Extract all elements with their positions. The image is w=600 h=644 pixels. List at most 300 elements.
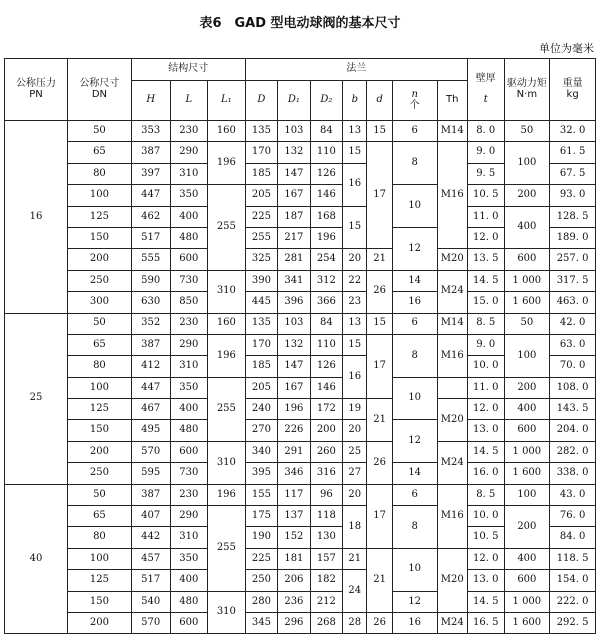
- d-outer-cell: 340: [245, 441, 277, 462]
- l1-cell: 255: [208, 185, 246, 271]
- torque-cell: 600: [504, 420, 550, 441]
- th-header: Th: [437, 81, 467, 121]
- d2-cell: 366: [310, 292, 342, 313]
- d2-cell: 268: [310, 612, 342, 633]
- d1-cell: 281: [278, 249, 310, 270]
- d-outer-cell: 225: [245, 548, 277, 569]
- wall-cell: 13. 0: [467, 420, 504, 441]
- table-title: 表6 GAD 型电动球阀的基本尺寸: [199, 16, 401, 31]
- wall-cell: 14. 5: [467, 441, 504, 462]
- d2-cell: 118: [310, 506, 342, 527]
- d2-header: D₂: [310, 81, 342, 121]
- b-cell: 20: [343, 249, 367, 270]
- h-cell: 517: [131, 227, 170, 248]
- pn-cell: 40: [5, 484, 68, 634]
- d1-cell: 167: [278, 377, 310, 398]
- dn-cell: 50: [67, 313, 131, 334]
- d1-cell: 296: [278, 612, 310, 633]
- wall-cell: 8. 5: [467, 484, 504, 505]
- l1-cell: 160: [208, 313, 246, 334]
- d2-cell: 110: [310, 334, 342, 355]
- d-outer-cell: 205: [245, 377, 277, 398]
- h-cell: 555: [131, 249, 170, 270]
- weight-cell: 317. 5: [550, 270, 596, 291]
- dn-cell: 100: [67, 377, 131, 398]
- torque-cell: 50: [504, 121, 550, 142]
- l-cell: 400: [170, 399, 208, 420]
- d-outer-cell: 345: [245, 612, 277, 633]
- d-outer-cell: 205: [245, 185, 277, 206]
- n-cell: 16: [392, 292, 437, 313]
- torque-header: 驱动力矩 N·m: [504, 59, 550, 121]
- b-cell: 23: [343, 292, 367, 313]
- table-row: [5, 334, 596, 355]
- d2-cell: 126: [310, 356, 342, 377]
- d1-cell: 187: [278, 206, 310, 227]
- wall-cell: 8. 5: [467, 313, 504, 334]
- wall-cell: 14. 5: [467, 270, 504, 291]
- d2-cell: 260: [310, 441, 342, 462]
- table-row: [5, 249, 596, 270]
- l-cell: 230: [170, 121, 208, 142]
- weight-cell: 43. 0: [550, 484, 596, 505]
- wall-cell: 8. 0: [467, 121, 504, 142]
- wall-cell: 11. 0: [467, 206, 504, 227]
- l-cell: 480: [170, 227, 208, 248]
- d2-cell: 146: [310, 185, 342, 206]
- d2-cell: 312: [310, 270, 342, 291]
- torque-cell: 1 000: [504, 441, 550, 462]
- h-cell: 407: [131, 506, 170, 527]
- dn-cell: 150: [67, 591, 131, 612]
- n-cell: 6: [392, 121, 437, 142]
- th-cell: M20: [437, 249, 467, 270]
- d-outer-cell: 390: [245, 270, 277, 291]
- dn-cell: 200: [67, 612, 131, 633]
- l-header: L: [170, 81, 208, 121]
- l1-cell: 310: [208, 441, 246, 484]
- dn-cell: 65: [67, 142, 131, 163]
- pn-header: 公称压力 PN: [5, 59, 68, 121]
- h-cell: 387: [131, 142, 170, 163]
- d-hole-cell: 26: [367, 441, 392, 484]
- torque-cell: 1 600: [504, 292, 550, 313]
- weight-header: 重量 kg: [550, 59, 596, 121]
- l-cell: 600: [170, 441, 208, 462]
- th-cell: M24: [437, 270, 467, 313]
- d1-cell: 103: [278, 121, 310, 142]
- dn-cell: 80: [67, 527, 131, 548]
- dn-header: 公称尺寸 DN: [67, 59, 131, 121]
- d-hole-cell: 26: [367, 612, 392, 633]
- h-cell: 447: [131, 377, 170, 398]
- l-cell: 350: [170, 377, 208, 398]
- dn-cell: 65: [67, 506, 131, 527]
- weight-cell: 108. 0: [550, 377, 596, 398]
- weight-cell: 143. 5: [550, 399, 596, 420]
- wall-header: 壁厚 t: [467, 59, 504, 121]
- d2-cell: 316: [310, 463, 342, 484]
- table-row: [5, 591, 596, 612]
- n-cell: 12: [392, 420, 437, 463]
- h-cell: 447: [131, 185, 170, 206]
- unit-note: 单位为毫米: [539, 42, 594, 55]
- wall-cell: 15. 0: [467, 292, 504, 313]
- l-cell: 400: [170, 206, 208, 227]
- d1-cell: 103: [278, 313, 310, 334]
- h-cell: 517: [131, 570, 170, 591]
- b-cell: 25: [343, 441, 367, 462]
- weight-cell: 63. 0: [550, 334, 596, 355]
- h-header: H: [131, 81, 170, 121]
- h-cell: 387: [131, 484, 170, 505]
- n-header: n 个: [392, 81, 437, 121]
- h-cell: 570: [131, 612, 170, 633]
- dn-cell: 125: [67, 206, 131, 227]
- b-cell: 24: [343, 570, 367, 613]
- dn-cell: 150: [67, 227, 131, 248]
- d2-cell: 157: [310, 548, 342, 569]
- d-outer-cell: 155: [245, 484, 277, 505]
- l-cell: 850: [170, 292, 208, 313]
- d-outer-cell: 170: [245, 142, 277, 163]
- h-cell: 590: [131, 270, 170, 291]
- th-cell: M14: [437, 121, 467, 142]
- b-header: b: [343, 81, 367, 121]
- table-row: [5, 270, 596, 291]
- h-cell: 570: [131, 441, 170, 462]
- d-outer-cell: 190: [245, 527, 277, 548]
- weight-cell: 84. 0: [550, 527, 596, 548]
- dn-cell: 65: [67, 334, 131, 355]
- d-outer-cell: 325: [245, 249, 277, 270]
- b-cell: 16: [343, 356, 367, 399]
- h-cell: 595: [131, 463, 170, 484]
- th-cell: M20: [437, 399, 467, 442]
- torque-cell: 100: [504, 484, 550, 505]
- th-cell: M16: [437, 484, 467, 548]
- n-cell: 12: [392, 227, 437, 270]
- d1-cell: 167: [278, 185, 310, 206]
- table-row: [5, 185, 596, 206]
- th-cell: M24: [437, 612, 467, 633]
- b-cell: 20: [343, 484, 367, 505]
- wall-cell: 12. 0: [467, 227, 504, 248]
- d-hole-cell: 15: [367, 313, 392, 334]
- n-cell: 12: [392, 591, 437, 612]
- torque-cell: 200: [504, 377, 550, 398]
- weight-cell: 93. 0: [550, 185, 596, 206]
- torque-cell: 200: [504, 506, 550, 549]
- l1-cell: 160: [208, 121, 246, 142]
- d-hole-cell: 17: [367, 334, 392, 398]
- d1-cell: 396: [278, 292, 310, 313]
- l-cell: 310: [170, 356, 208, 377]
- d2-cell: 110: [310, 142, 342, 163]
- weight-cell: 67. 5: [550, 163, 596, 184]
- d-hole-cell: 21: [367, 399, 392, 442]
- b-cell: 15: [343, 334, 367, 355]
- th-cell: M20: [437, 548, 467, 612]
- wall-cell: 10. 0: [467, 506, 504, 527]
- table-row: [5, 548, 596, 569]
- pn-cell: 25: [5, 313, 68, 484]
- n-cell: 14: [392, 270, 437, 291]
- torque-cell: 400: [504, 399, 550, 420]
- l-cell: 480: [170, 591, 208, 612]
- wall-cell: 12. 0: [467, 548, 504, 569]
- dn-cell: 300: [67, 292, 131, 313]
- d1-cell: 137: [278, 506, 310, 527]
- d1-cell: 117: [278, 484, 310, 505]
- d2-cell: 146: [310, 377, 342, 398]
- struct-header: 结构尺寸: [131, 59, 245, 81]
- d-hole-cell: 26: [367, 270, 392, 313]
- l-cell: 730: [170, 270, 208, 291]
- th-cell: M24: [437, 441, 467, 484]
- th-cell: M16: [437, 142, 467, 249]
- d1-cell: 152: [278, 527, 310, 548]
- d-outer-cell: 170: [245, 334, 277, 355]
- h-cell: 630: [131, 292, 170, 313]
- b-cell: 19: [343, 399, 367, 420]
- weight-cell: 42. 0: [550, 313, 596, 334]
- dn-cell: 125: [67, 399, 131, 420]
- l-cell: 230: [170, 484, 208, 505]
- d2-cell: 172: [310, 399, 342, 420]
- h-cell: 457: [131, 548, 170, 569]
- l1-header: L₁: [208, 81, 246, 121]
- weight-cell: 154. 0: [550, 570, 596, 591]
- dn-cell: 80: [67, 356, 131, 377]
- d2-cell: 130: [310, 527, 342, 548]
- weight-cell: 76. 0: [550, 506, 596, 527]
- torque-cell: 400: [504, 548, 550, 569]
- weight-cell: 292. 5: [550, 612, 596, 633]
- wall-cell: 13. 5: [467, 249, 504, 270]
- d-hole-cell: 21: [367, 249, 392, 270]
- l-cell: 310: [170, 527, 208, 548]
- dn-cell: 80: [67, 163, 131, 184]
- table-row: [5, 121, 596, 142]
- h-cell: 495: [131, 420, 170, 441]
- dn-cell: 200: [67, 249, 131, 270]
- n-cell: 10: [392, 185, 437, 228]
- h-cell: 540: [131, 591, 170, 612]
- dn-cell: 150: [67, 420, 131, 441]
- weight-cell: 204. 0: [550, 420, 596, 441]
- table-row: [5, 506, 596, 527]
- dn-cell: 50: [67, 121, 131, 142]
- weight-cell: 463. 0: [550, 292, 596, 313]
- l-cell: 290: [170, 334, 208, 355]
- d2-cell: 96: [310, 484, 342, 505]
- d1-cell: 196: [278, 399, 310, 420]
- l1-cell: 310: [208, 591, 246, 634]
- n-cell: 16: [392, 612, 437, 633]
- dn-cell: 100: [67, 548, 131, 569]
- d-outer-cell: 175: [245, 506, 277, 527]
- dn-cell: 125: [67, 570, 131, 591]
- weight-cell: 61. 5: [550, 142, 596, 163]
- h-cell: 397: [131, 163, 170, 184]
- wall-cell: 12. 0: [467, 399, 504, 420]
- d1-cell: 236: [278, 591, 310, 612]
- d-outer-cell: 185: [245, 356, 277, 377]
- d2-cell: 196: [310, 227, 342, 248]
- table-row: [5, 441, 596, 462]
- d-outer-cell: 445: [245, 292, 277, 313]
- wall-cell: 9. 0: [467, 142, 504, 163]
- b-cell: 15: [343, 206, 367, 249]
- wall-cell: 14. 5: [467, 591, 504, 612]
- h-cell: 352: [131, 313, 170, 334]
- dn-cell: 100: [67, 185, 131, 206]
- h-cell: 462: [131, 206, 170, 227]
- dn-cell: 250: [67, 270, 131, 291]
- d1-cell: 346: [278, 463, 310, 484]
- l-cell: 350: [170, 185, 208, 206]
- wall-cell: 16. 5: [467, 612, 504, 633]
- d-outer-header: D: [245, 81, 277, 121]
- l-cell: 600: [170, 612, 208, 633]
- h-cell: 442: [131, 527, 170, 548]
- table-row: [5, 313, 596, 334]
- l-cell: 480: [170, 420, 208, 441]
- torque-cell: 1 000: [504, 591, 550, 612]
- d-hole-cell: 21: [367, 548, 392, 612]
- table-row: [5, 484, 596, 505]
- torque-cell: 600: [504, 249, 550, 270]
- d-outer-cell: 395: [245, 463, 277, 484]
- d-outer-cell: 270: [245, 420, 277, 441]
- l-cell: 230: [170, 313, 208, 334]
- d-outer-cell: 250: [245, 570, 277, 591]
- dn-cell: 50: [67, 484, 131, 505]
- d-outer-cell: 135: [245, 313, 277, 334]
- d1-cell: 147: [278, 163, 310, 184]
- l-cell: 350: [170, 548, 208, 569]
- l1-cell: 196: [208, 484, 246, 505]
- b-cell: 28: [343, 612, 367, 633]
- d1-cell: 132: [278, 142, 310, 163]
- d1-cell: 206: [278, 570, 310, 591]
- l1-cell: 255: [208, 506, 246, 592]
- torque-cell: 100: [504, 142, 550, 185]
- wall-cell: 10. 0: [467, 356, 504, 377]
- n-cell: 14: [392, 463, 437, 484]
- d-hole-cell: 17: [367, 484, 392, 548]
- torque-cell: 1 600: [504, 612, 550, 633]
- d1-cell: 226: [278, 420, 310, 441]
- dn-cell: 250: [67, 463, 131, 484]
- weight-cell: 257. 0: [550, 249, 596, 270]
- torque-cell: 1 600: [504, 463, 550, 484]
- wall-cell: 16. 0: [467, 463, 504, 484]
- n-cell: 8: [392, 142, 437, 185]
- b-cell: 21: [343, 548, 367, 569]
- valve-dimension-table: [4, 58, 596, 634]
- d2-cell: 212: [310, 591, 342, 612]
- table-row: [5, 612, 596, 633]
- d-outer-cell: 185: [245, 163, 277, 184]
- l1-cell: 310: [208, 270, 246, 313]
- d2-cell: 126: [310, 163, 342, 184]
- weight-cell: 32. 0: [550, 121, 596, 142]
- d2-cell: 168: [310, 206, 342, 227]
- d-hole-header: d: [367, 81, 392, 121]
- d2-cell: 84: [310, 313, 342, 334]
- l-cell: 310: [170, 163, 208, 184]
- n-cell: 10: [392, 548, 437, 591]
- d-outer-cell: 255: [245, 227, 277, 248]
- torque-cell: 400: [504, 206, 550, 249]
- weight-cell: 70. 0: [550, 356, 596, 377]
- pn-cell: 16: [5, 121, 68, 314]
- l1-cell: 196: [208, 334, 246, 377]
- d1-cell: 181: [278, 548, 310, 569]
- l1-cell: 196: [208, 142, 246, 185]
- wall-cell: 9. 5: [467, 163, 504, 184]
- table-row: [5, 377, 596, 398]
- weight-cell: 128. 5: [550, 206, 596, 227]
- d-outer-cell: 135: [245, 121, 277, 142]
- d1-cell: 132: [278, 334, 310, 355]
- n-cell: 6: [392, 484, 437, 505]
- d1-cell: 291: [278, 441, 310, 462]
- d2-cell: 182: [310, 570, 342, 591]
- table-row: [5, 142, 596, 163]
- weight-cell: 338. 0: [550, 463, 596, 484]
- b-cell: 27: [343, 463, 367, 484]
- d-outer-cell: 240: [245, 399, 277, 420]
- d2-cell: 200: [310, 420, 342, 441]
- d1-header: D₁: [278, 81, 310, 121]
- n-cell: 10: [392, 377, 437, 420]
- torque-cell: 100: [504, 334, 550, 377]
- wall-cell: 9. 0: [467, 334, 504, 355]
- n-cell: 8: [392, 506, 437, 549]
- table-row: [5, 292, 596, 313]
- torque-cell: 200: [504, 185, 550, 206]
- b-cell: 18: [343, 506, 367, 549]
- b-cell: 20: [343, 420, 367, 441]
- d1-cell: 217: [278, 227, 310, 248]
- torque-cell: 600: [504, 570, 550, 591]
- d-hole-cell: 17: [367, 142, 392, 249]
- h-cell: 467: [131, 399, 170, 420]
- table-row: [5, 206, 596, 227]
- wall-cell: 10. 5: [467, 185, 504, 206]
- d-outer-cell: 225: [245, 206, 277, 227]
- d2-cell: 84: [310, 121, 342, 142]
- weight-cell: 118. 5: [550, 548, 596, 569]
- l-cell: 600: [170, 249, 208, 270]
- d2-cell: 254: [310, 249, 342, 270]
- table-row: [5, 570, 596, 591]
- h-cell: 387: [131, 334, 170, 355]
- b-cell: 22: [343, 270, 367, 291]
- l1-cell: 255: [208, 377, 246, 441]
- wall-cell: 10. 5: [467, 527, 504, 548]
- weight-cell: 189. 0: [550, 227, 596, 248]
- wall-cell: 13. 0: [467, 570, 504, 591]
- th-cell: M16: [437, 334, 467, 377]
- weight-cell: 222. 0: [550, 591, 596, 612]
- b-cell: 13: [343, 313, 367, 334]
- th-cell: [437, 377, 467, 398]
- b-cell: 15: [343, 142, 367, 163]
